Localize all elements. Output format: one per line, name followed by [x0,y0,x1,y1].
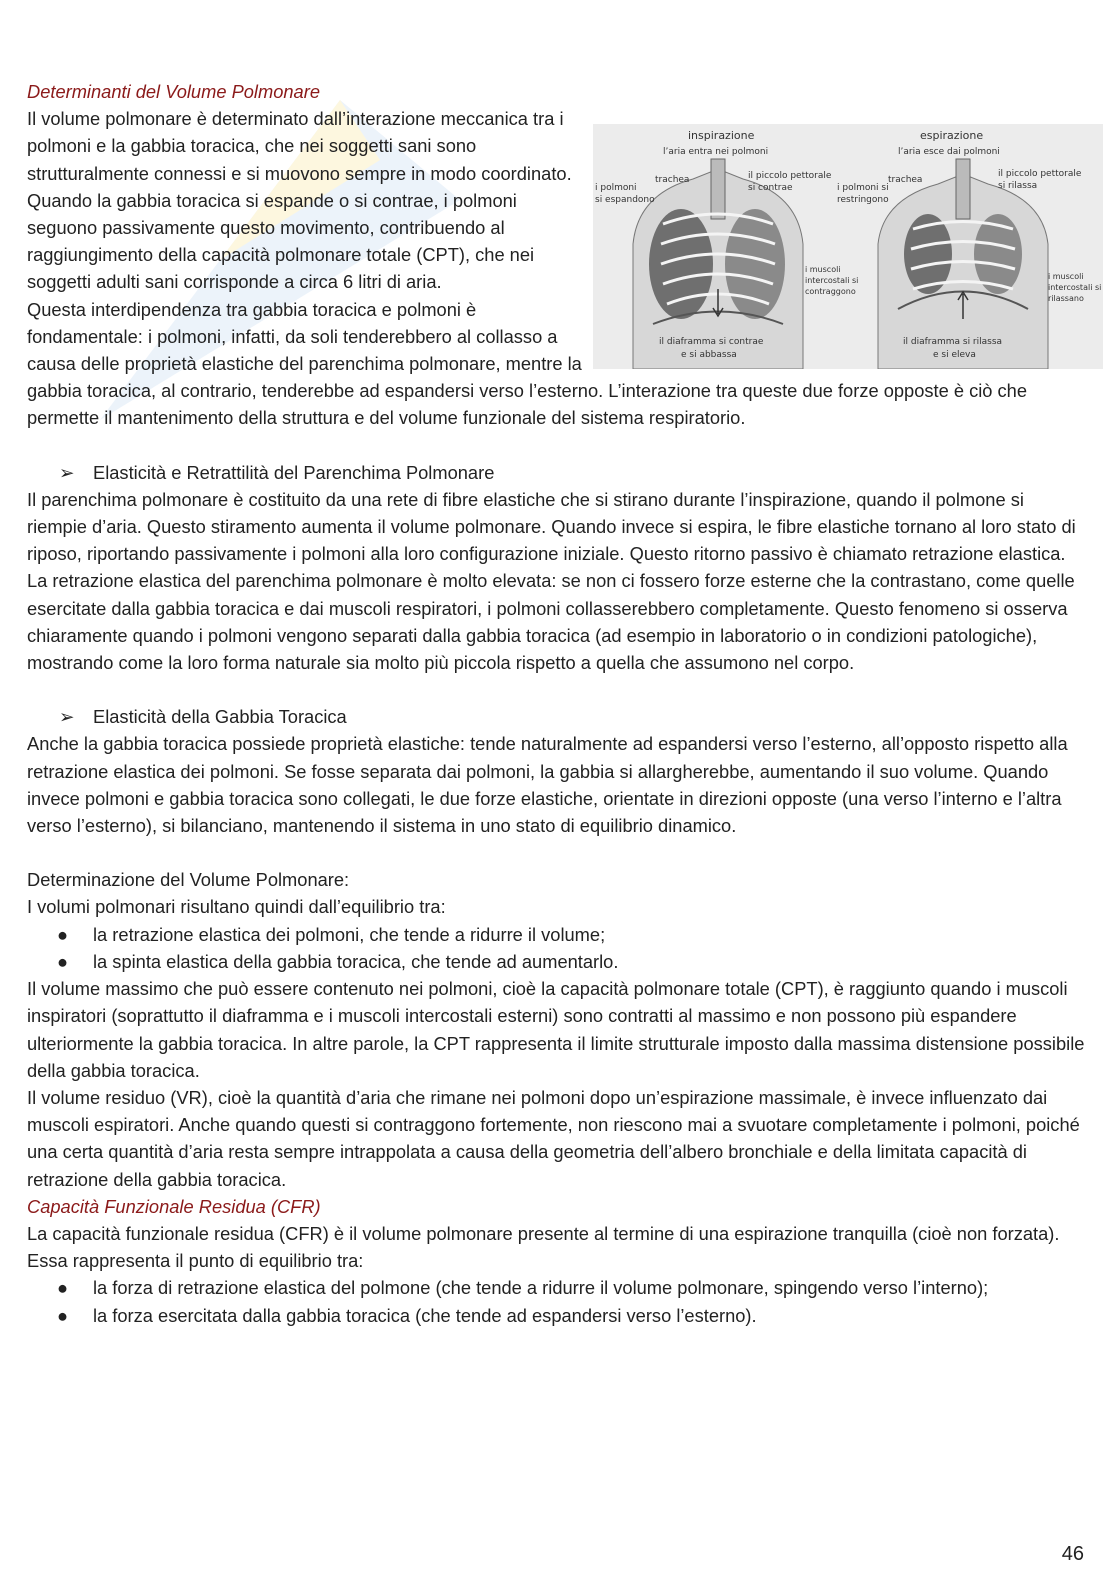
list-item [27,1274,1087,1301]
label-right-diaph-1: il diaframma si rilassa [903,337,1003,347]
label-left-pect-1: il piccolo pettorale [748,171,832,181]
label-left-lungs-2: si espandono [595,195,655,205]
section-title-cfr: Capacità Funzionale Residua (CFR) [27,1195,321,1217]
label-right-trachea: trachea [888,175,923,185]
paragraph: La capacità funzionale residua (CFR) è il volume polmonare presente al termine di una espirazione tranquilla (cioè non forzata). Essa rappresenta il punto di equilibrio tra: [27,1222,1060,1272]
paragraph: Il volume massimo che può essere contenuto nei polmoni, cioè la capacità polmonare totale (CPT), è raggiunto quando i muscoli inspiratori (soprattutto il diaframma e i muscoli intercostali esterni) sono contratti al massimo e non possono più espandere ulteriormente la gabbia toracica. In altre parole, la CPT rappresenta il limite strutturale imposto dalla massima distensione possibile della gabbia toracica. [27,978,1085,1081]
bullet-icon: ● [57,1304,69,1326]
label-right-lungs-1: i polmoni si [837,183,889,193]
label-right-sub: l’aria esce dai polmoni [898,147,1000,157]
heading-text: Elasticità e Retrattilità del Parenchima Polmonare [93,461,495,483]
label-inspirazione: inspirazione [688,129,755,142]
list-item-text: la forza esercitata dalla gabbia toracica (che tende ad espandersi verso l’esterno). [93,1304,757,1326]
label-right-pect-1: il piccolo pettorale [998,169,1082,179]
label-left-inter-1: i muscoli [805,265,841,274]
label-right-inter-1: i muscoli [1048,272,1084,281]
label-espirazione: espirazione [920,129,984,142]
label-right-lungs-2: restringono [837,195,889,205]
label-right-diaph-2: e si eleva [933,350,976,360]
label-left-diaph-1: il diaframma si contrae [659,337,764,347]
list-item-text: la forza di retrazione elastica del polmone (che tende a ridurre il volume polmonare, spingendo verso l’interno); [93,1277,989,1299]
document-page [27,78,1102,1329]
arrow-bullet-icon: ➢ [59,706,75,728]
paragraph: Il volume polmonare è determinato dall’interazione meccanica tra i polmoni e la gabbia toracica, che nei soggetti sani sono strutturalmente connessi e si muovono sempre in modo coordinato. Quando la gabbia toracica si espande o si contrae, i polmoni seguono passivamente questo movimento, contribuendo al raggiungimento della capacità polmonare totale (CPT), che nei soggetti adulti sani corrisponde a circa 6 litri di aria. [27,108,572,293]
label-left-inter-3: contraggono [805,287,856,296]
label-right-inter-3: rilassano [1048,294,1084,303]
section-title-determinanti: Determinanti del Volume Polmonare [27,81,320,102]
label-left-lungs-1: i polmoni [595,183,637,193]
list-item [27,1302,1087,1329]
heading-elasticita-gabbia [27,703,1087,730]
label-right-pect-2: si rilassa [998,181,1038,191]
bullet-list [27,921,1087,975]
list-item-text: la spinta elastica della gabbia toracica, che tende ad aumentarlo. [93,950,619,972]
label-left-inter-2: intercostali si [805,276,859,285]
bullet-icon: ● [57,923,69,945]
list-item [27,921,1087,948]
label-left-diaph-2: e si abbassa [681,350,737,360]
label-left-sub: l’aria entra nei polmoni [663,147,769,157]
bullet-icon: ● [57,1277,69,1299]
bullet-list [27,1274,1087,1328]
label-left-trachea: trachea [655,175,690,185]
paragraph: Il volume residuo (VR), cioè la quantità d’aria che rimane nei polmoni dopo un’espirazione massimale, è invece influenzato dai muscoli espiratori. Anche quando questi si contraggono fortemente, non riescono mai a svuotare completamente i polmoni, poiché una certa quantità d’aria resta sempre intrappolata a causa della geometria dell’albero bronchiale e della limitata capacità di retrazione della gabbia toracica. [27,1086,1080,1190]
paragraph: Il parenchima polmonare è costituito da una rete di fibre elastiche che si stirano durante l’inspirazione, quando il polmone si riempie d’aria. Questo stiramento aumenta il volume polmonare. Quando invece si espira, le fibre elastiche tornano al loro stato di riposo, riportando passivamente i polmoni alla loro configurazione iniziale. Questo ritorno passivo è chiamato retrazione elastica. [27,488,1076,565]
list-item [27,948,1087,975]
paragraph: Questa interdipendenza tra gabbia toracica e polmoni è fondamentale: i polmoni, infatti, da soli tenderebbero al collasso a causa delle proprietà elastiche del parenchima polmonare, mentre la gabbia toracica, al contrario, tenderebbe ad espandersi verso l’esterno. L’interazione tra queste due forze opposte è ciò che permette il mantenimento della struttura e del volume funzionale del sistema respiratorio. [27,298,1028,429]
heading-text: Elasticità della Gabbia Toracica [93,706,347,728]
heading-determinazione: Determinazione del Volume Polmonare: [27,869,350,891]
paragraph: I volumi polmonari risultano quindi dall’equilibrio tra: [27,896,446,918]
breathing-diagram [593,124,1103,369]
paragraph: La retrazione elastica del parenchima polmonare è molto elevata: se non ci fossero forze esterne che la contrastano, come quelle esercitate dalla gabbia toracica e dai muscoli respiratori, i polmoni collasserebbero completamente. Questo fenomeno si osserva chiaramente quando i polmoni vengono separati dalla gabbia toracica (ad esempio in laboratorio o in condizioni patologiche), mostrando come la loro forma naturale sia molto più piccola rispetto a quella che assumono nel corpo. [27,570,1075,674]
arrow-bullet-icon: ➢ [59,461,75,483]
page-number: 46 [1061,1543,1084,1565]
bullet-icon: ● [57,950,69,972]
paragraph: Anche la gabbia toracica possiede proprietà elastiche: tende naturalmente ad espandersi verso l’esterno, all’opposto rispetto alla retrazione elastica dei polmoni. Se fosse separata dai polmoni, la gabbia si allargherebbe, aumentando il suo volume. Quando invece polmoni e gabbia toracica sono collegati, le due forze elastiche, orientate in direzioni opposte (una verso l’interno e l’altra verso l’esterno), si bilanciano, mantenendo il sistema in uno stato di equilibrio dinamico. [27,733,1068,837]
heading-elasticita-parenchima [27,459,1087,486]
label-left-pect-2: si contrae [748,183,793,193]
label-right-inter-2: intercostali si [1048,283,1102,292]
list-item-text: la retrazione elastica dei polmoni, che tende a ridurre il volume; [93,923,606,945]
